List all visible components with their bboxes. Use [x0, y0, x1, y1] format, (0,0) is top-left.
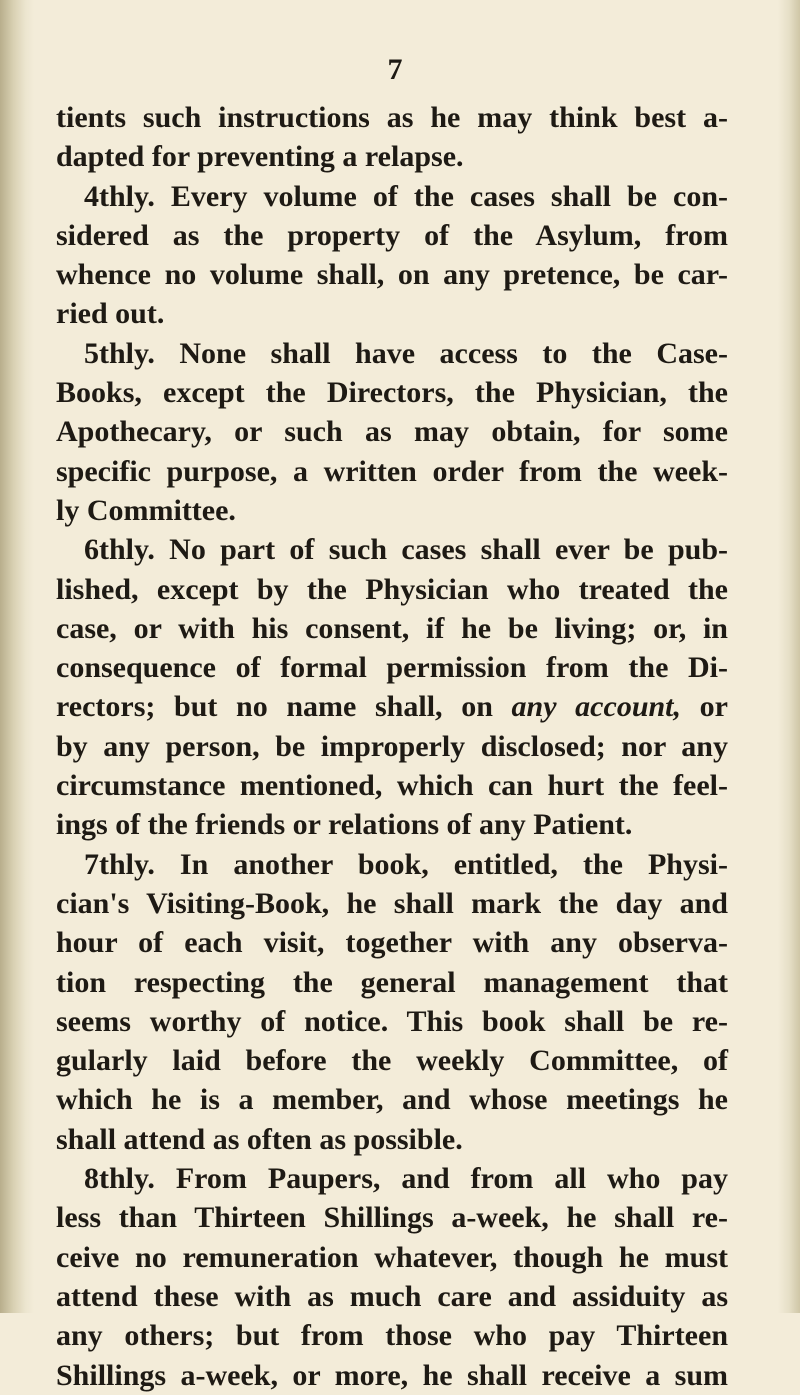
text-segment: rectors; but no name shall, on: [56, 690, 512, 724]
page-edge-right: [778, 0, 800, 1313]
text-line: ly Committee.: [56, 493, 236, 527]
text-line: ings of the friends or relations of any Patient.: [56, 808, 633, 842]
text-line: case, or with his consent, if he be living; or, in: [56, 611, 728, 645]
text-line: sidered as the property of the Asylum, from: [56, 218, 728, 252]
text-line: gularly laid before the weekly Committee, of: [56, 1044, 728, 1078]
text-line: Apothecary, or such as may obtain, for some: [56, 415, 728, 449]
italic-phrase: any account,: [511, 690, 682, 724]
text-line: 5thly. None shall have access to the Case-: [84, 336, 728, 370]
text-line: less than Thirteen Shillings a-week, he shall re-: [56, 1201, 728, 1235]
text-line: dapted for preventing a relapse.: [56, 140, 464, 174]
text-line: any others; but from those who pay Thirteen: [56, 1319, 728, 1353]
text-line: tion respecting the general management that: [56, 965, 728, 999]
text-line: consequence of formal permission from the Di-: [56, 651, 728, 685]
text-line: tients such instructions as he may think best a-: [56, 101, 728, 134]
text-line: whence no volume shall, on any pretence, be car-: [56, 258, 728, 292]
body-text: [56, 98, 728, 1395]
text-line: ried out.: [56, 297, 165, 331]
text-line: specific purpose, a written order from the week-: [56, 454, 728, 488]
text-line: circumstance mentioned, which can hurt the feel-: [56, 769, 728, 803]
text-line: attend these with as much care and assiduity as: [56, 1279, 728, 1313]
text-line: shall attend as often as possible.: [56, 1122, 463, 1156]
text-line: ceive no remuneration whatever, though he must: [56, 1240, 728, 1274]
text-line: 6thly. No part of such cases shall ever be pub-: [84, 533, 728, 567]
text-segment: or: [681, 690, 728, 724]
text-line: Books, except the Directors, the Physician, the: [56, 376, 728, 410]
text-line-mixed: [56, 687, 728, 726]
text-line: lished, except by the Physician who treated the: [56, 572, 728, 606]
text-line: seems worthy of notice. This book shall be re-: [56, 1004, 728, 1038]
text-line: cian's Visiting-Book, he shall mark the day and: [56, 886, 728, 920]
text-line: hour of each visit, together with any observa-: [56, 926, 728, 960]
text-line: by any person, be improperly disclosed; nor any: [56, 729, 728, 763]
text-line: 4thly. Every volume of the cases shall be con-: [84, 179, 728, 213]
binding-shadow-left: [0, 0, 34, 1313]
text-line: Shillings a-week, or more, he shall receive a sum: [56, 1358, 728, 1392]
text-line: 8thly. From Paupers, and from all who pay: [84, 1162, 728, 1196]
text-line: which he is a member, and whose meetings he: [56, 1083, 728, 1117]
page-number: 7: [387, 53, 403, 86]
text-line: 7thly. In another book, entitled, the Physi-: [84, 847, 728, 881]
